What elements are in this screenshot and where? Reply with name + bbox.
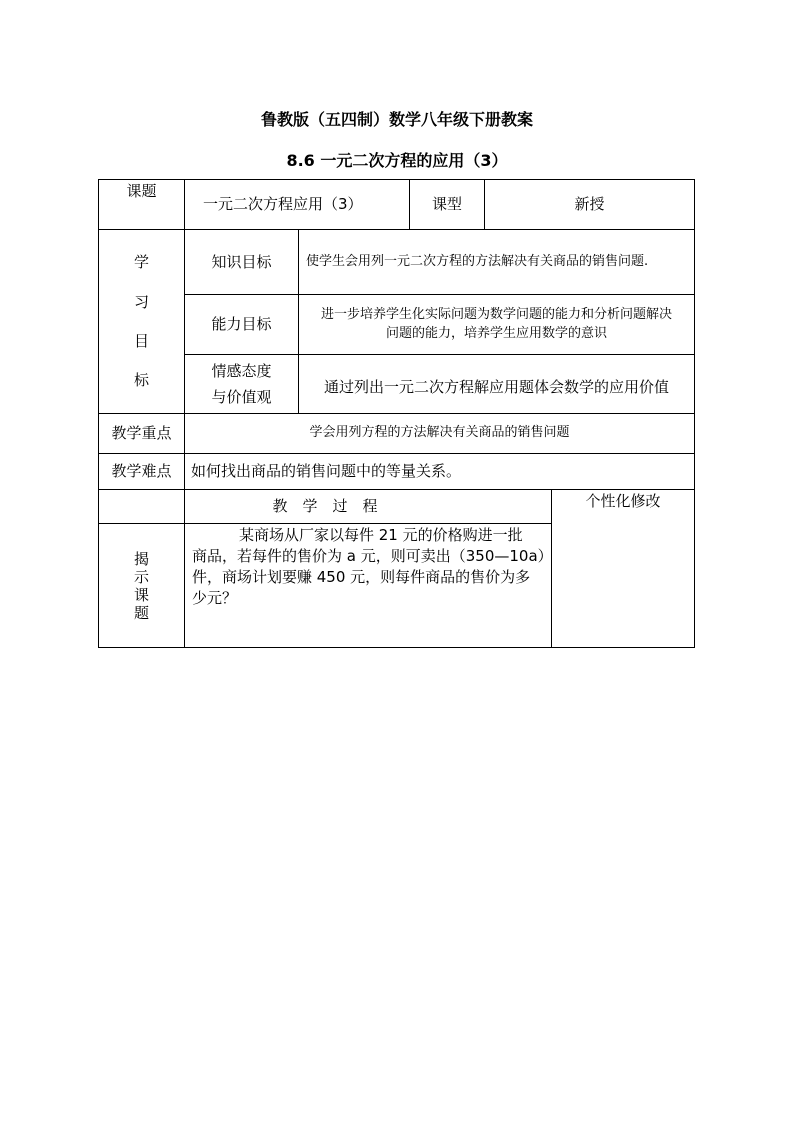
knowledge-goal-label: 知识目标	[211, 252, 272, 271]
lesson-type-value: 新授	[574, 195, 605, 213]
problem-text	[192, 525, 553, 609]
reveal-topic-label-char: 题	[133, 604, 149, 622]
objectives-label-char: 目	[133, 331, 149, 350]
emotion-goal-label-line: 与价值观	[211, 388, 272, 406]
teaching-focus-value: 学会用列方程的方法解决有关商品的销售问题	[309, 425, 570, 441]
reveal-topic-label	[99, 550, 184, 622]
ability-goal-line: 进一步培养学生化实际问题为数学问题的能力和分析问题解决	[320, 307, 672, 323]
objectives-label-char: 学	[133, 252, 149, 271]
problem-line: 商品，若每件的售价为 a 元，则可卖出（350—10a）	[192, 547, 553, 565]
lesson-type-label: 课型	[431, 195, 462, 213]
teaching-difficulty-value: 如何找出商品的销售问题中的等量关系。	[191, 462, 462, 480]
teaching-process-header: 教 学 过 程	[272, 497, 378, 515]
emotion-goal-label	[185, 355, 298, 413]
document-subtitle: 8.6 一元二次方程的应用（3）	[286, 151, 508, 170]
topic-label: 课题	[126, 181, 157, 200]
emotion-goal-value: 通过列出一元二次方程解应用题体会数学的应用价值	[323, 378, 669, 396]
teaching-focus-label: 教学重点	[111, 424, 172, 442]
topic-value: 一元二次方程应用（3）	[203, 195, 363, 213]
problem-line: 某商场从厂家以每件 21 元的价格购进一批	[239, 526, 523, 544]
personal-revision-header: 个性化修改	[585, 491, 661, 510]
objectives-label-char: 习	[133, 292, 149, 311]
document-title: 鲁教版（五四制）数学八年级下册教案	[260, 110, 533, 129]
problem-line: 少元？	[192, 589, 238, 607]
problem-line: 件，商场计划要赚 450 元，则每件商品的售价为多	[192, 568, 531, 586]
reveal-topic-label-char: 揭	[133, 550, 149, 568]
teaching-difficulty-label: 教学难点	[111, 462, 172, 480]
reveal-topic-label-char: 示	[133, 568, 149, 586]
ability-goal-value	[299, 295, 694, 354]
ability-goal-line: 问题的能力，培养学生应用数学的意识	[385, 325, 607, 341]
knowledge-goal-value: 使学生会用列一元二次方程的方法解决有关商品的销售问题.	[306, 253, 649, 269]
ability-goal-label: 能力目标	[211, 315, 272, 333]
objectives-label-char: 标	[133, 370, 149, 389]
reveal-topic-label-char: 课	[133, 586, 149, 604]
emotion-goal-label-line: 情感态度	[211, 361, 272, 380]
